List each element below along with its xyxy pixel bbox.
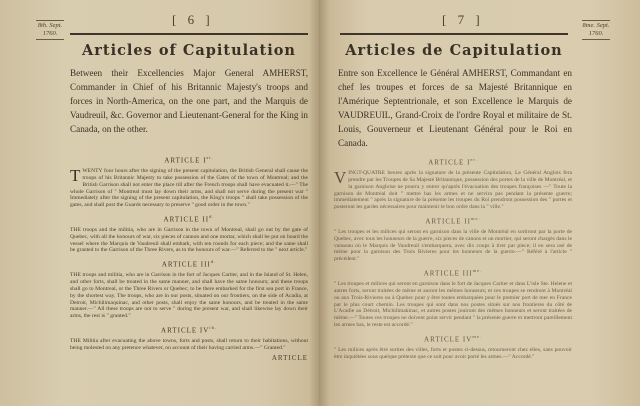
right-page xyxy=(320,0,640,406)
article-heading: ARTICLE $III^{me.}$ xyxy=(423,268,483,278)
article-text: THE troops and the militia, who are in Garrison in the town of Montreal, shall go out by the gate of Quebec, with all the honours of war, six pieces of cannon and one mortar, which shall be put on board the vessel where the Marquis de Vaudreuil shall embark, with ten rounds for each piece; and the same shall be granted to the Garrison of the Three Rivers, as to the honours of war.—" Referred to the " next article." xyxy=(70,227,308,254)
page-title: Articles de Capitulation xyxy=(345,42,563,59)
article-text: THE Militia after evacuating the above towns, forts and posts, shall return to their habitations, without being molested on any pretence whatever, on account of their having carried arms.—" Granted." xyxy=(70,338,308,351)
page-title: Articles of Capitulation xyxy=(82,42,296,59)
article-text: VINGT-QUATRE heures après la signature de la présente Capitulation, Le Général Anglois fera prendre par les Troupes de Sa Majesté Britannique, possession des portes de la ville de Montréal, et la garnison Angloise ne pourra y entrer qu'après l'évacuation des troupes françoises —" Toute la garnison de Montréal doit " mettre bas les armes et ne servira pas pendant la présente guerre; immédiatement " après la signature de la présente les troupes du Roi prendront possession des " portes et posteront les gardes nécessaires pour maintenir le bon ordre dans la " ville." xyxy=(334,168,572,211)
page-number: [ 6 ] xyxy=(172,12,214,27)
gutter-shadow xyxy=(309,0,319,406)
article-heading: ARTICLE $I^{st.}$ xyxy=(164,155,214,165)
page-number: [ 7 ] xyxy=(442,12,484,27)
preamble: Entre son Excellence le Général AMHERST, Commandant en chef les troupes et forces de sa Majesté Britannique en l'Amérique Septentrionale, et son Excellence le Marquis de VAUDREUIL, Grand-Croix de l'ordre Royal et militaire de St. Louis, Gouverneur et Lieutenant Général pour le Roi en Canada. xyxy=(338,68,572,148)
header-rule xyxy=(70,33,308,35)
preamble: Between their Excellencies Major General AMHERST, Commander in Chief of his Britannic Majesty's troops and forces in North-America, on the one part, and the Marquis de Vaudreuil, &c. Governor and Lieutenant-General for the King in Canada, on the other. xyxy=(70,68,308,134)
margin-date-line1: 8me. Sept. xyxy=(582,22,610,29)
articles-body xyxy=(334,152,572,360)
drop-cap: T xyxy=(70,166,81,186)
article-heading: ARTICLE $II^{me.}$ xyxy=(425,215,481,226)
article-text: TWENTY four hours after the signing of the present capitulation, the British General shall cause the troops of his Britannic Majesty to take possession of the Gates of the town of Montreal; and the British Garrison shall not enter the place till after the French troops shall have evacuated it.—" The whole Garrison of " Montreal must lay down their arms, and shall not serve during the present war " Immediately after the signing of the present capitulation, the King's troops " shall take possession of the gates, and shall post the Guards necessary to preserve " good order in the town." xyxy=(70,166,308,209)
article-text: " Les troupes et les milices qui seront en garnison dans la ville de Montréal en sortiront par la porte de Quebec, avec tous les honneurs de la guerre, six pieces de canons et un mortier, qui seront chargés dans le vaisseau où le Marquis de Vaudreuil s'embarquera, avec dix coups à tirer par piece; il en sera usé de même pour la garnison des Trois Rivieres pour les honneurs de la guerre.—" Référé à l'article " précédent." xyxy=(334,229,572,263)
articles-body xyxy=(70,150,308,361)
margin-date-line1: 8th. Sept. xyxy=(37,22,63,29)
catchword: ARTICLE xyxy=(271,353,308,362)
article-heading: ARTICLE $I^{er.}$ xyxy=(428,157,478,167)
margin-date-line2: 1760. xyxy=(588,30,604,37)
margin-date-note xyxy=(36,20,64,40)
article-text: THE troops and militia, who are in Garrison in the fort of Jacques Cartier, and in the Island of St. Helen, and other forts, shall be treated in the same manner, and shall have the same honours; and these troops shall go to Montreal, or the Three Rivers or Quebec; to be there embarked for the first sea port in France, by the shortest way. The troops, who are in our posts, situated on our frontiers, on the side of Acadia, at Detroit, Michilimaquinac, and other posts, shall enjoy the same honours, and be treated in the same manner.—" All these troops are not to serve " during the present war, and shall likewise lay down their arms, the rest is " granted." xyxy=(70,272,308,320)
article-heading: ARTICLE $II^{d.}$ xyxy=(163,213,215,224)
article-heading: ARTICLE $IV^{th.}$ xyxy=(161,324,217,335)
margin-date-note xyxy=(582,20,610,40)
article-text: " Les milices après être sorties des villes, forts et postes ci-dessus, retourneront chez elles, sans pouvoir être inquiétées sous quelque prétexte que ce soit pour avoir porté les armes.—" Accordé." xyxy=(334,346,572,360)
article-text: " Les troupes et milices qui seront en garnison dans le fort de Jacques Cartier et dans L'isle Ste. Helene et autres forts, seront traitées de même et auront les mêmes honneurs; et ces troupes se rendront à Montréal ou aux Trois-Rivieres ou à Quebec pour y être toutes embarquées pour le premier port de mer en France par le plus court chemin. Les troupes qui sont dans nos postes situés sur nos frontieres du côté de L'Acadie au Détroit, Michilimakinac, et autres postes jouiront des mêmes honneurs et seront traitées de même.—" Toutes ces troupes ne doivent point servir pendant " la présente guerre et mettront pareillement les armes bas, le reste est accordé." xyxy=(334,281,572,328)
drop-cap: V xyxy=(334,168,347,188)
gutter-shadow xyxy=(320,0,330,406)
article-heading: ARTICLE $III^{d.}$ xyxy=(161,259,217,269)
header-rule xyxy=(340,33,568,35)
margin-date-line2: 1760. xyxy=(42,30,58,37)
article-heading: ARTICLE $IV^{me.}$ xyxy=(424,333,482,344)
